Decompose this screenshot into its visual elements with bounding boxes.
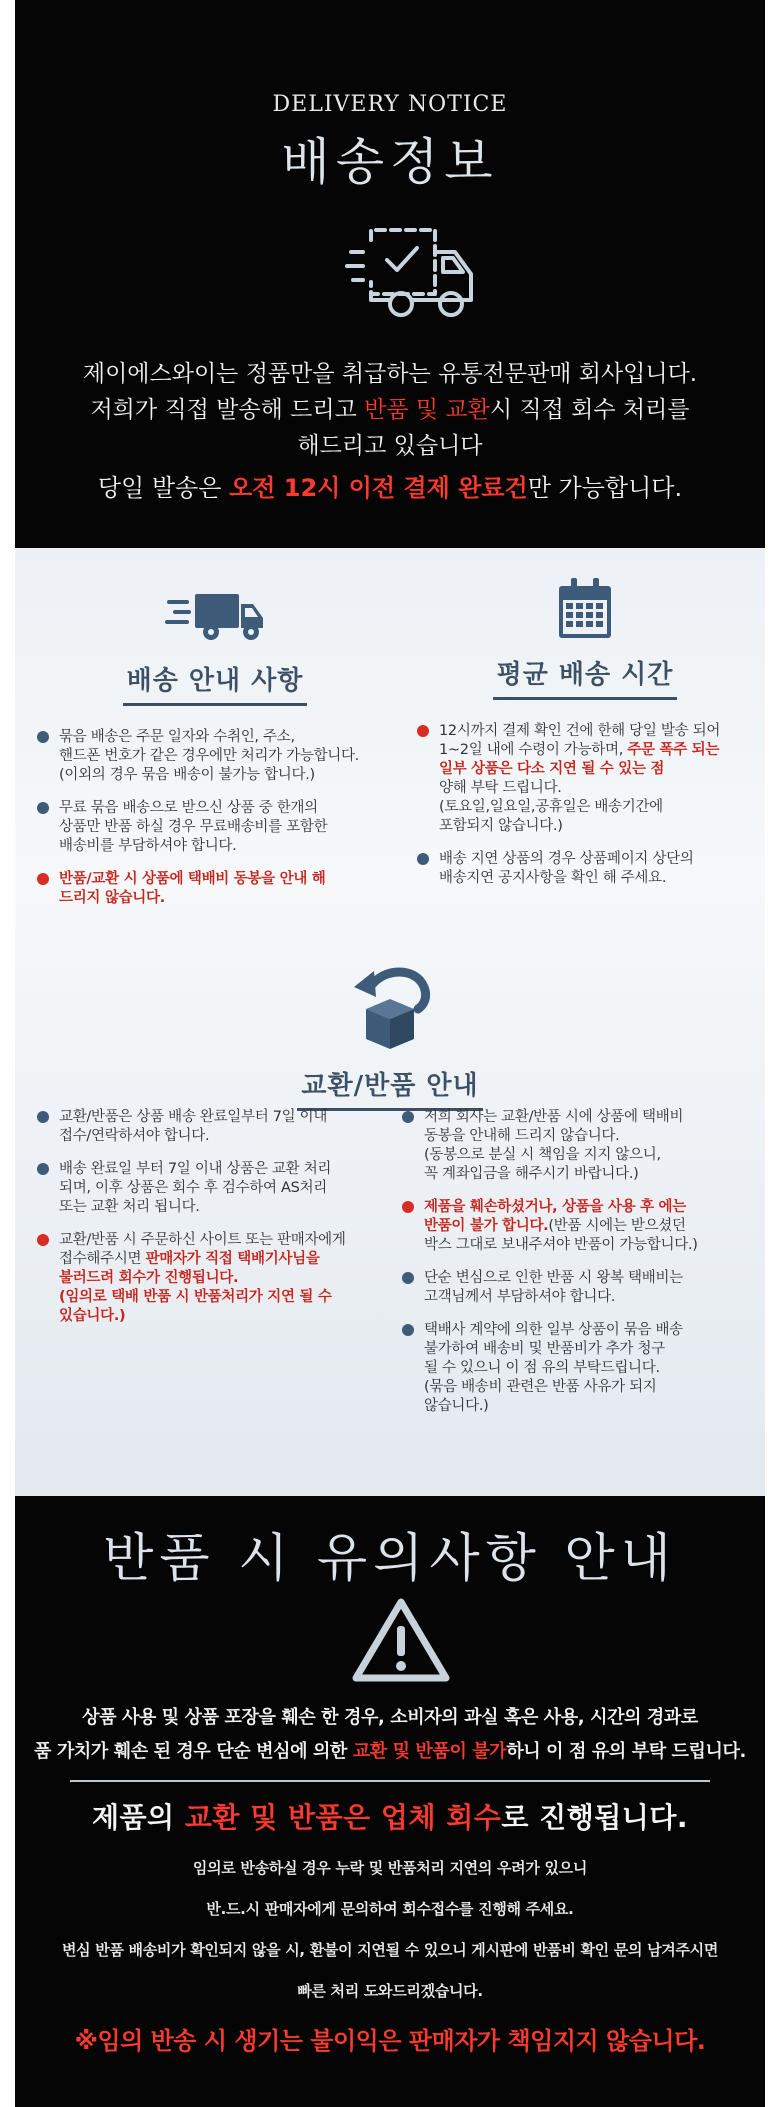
item-text: 저희 회사는 교환/반품 시에 상품에 택배비 (424, 1109, 684, 1125)
item-text: 단순 변심으로 인한 반품 시 왕복 택배비는 (424, 1270, 683, 1286)
item-highlight: 제품을 훼손하셨거나, 상품을 사용 후 에는 (424, 1199, 686, 1215)
shipping-guide-title: 배송 안내 사항 (123, 660, 308, 706)
item-highlight: 주문 폭주 되는 (627, 742, 720, 758)
item-highlight: 판매자가 직접 택배기사님을 (145, 1251, 320, 1267)
item-text: 접수/연락하셔야 합니다. (59, 1128, 210, 1144)
list-item-warning (415, 722, 755, 836)
process-tail: 로 진행됩니다. (501, 1801, 689, 1834)
instruction-line: 변심 반품 배송비가 확인되지 않을 시, 환불이 지연될 수 있으니 게시판에 반품비 확인 문의 남겨주시면 (61, 1941, 719, 1959)
list-item (35, 1160, 385, 1217)
bullet-dot (37, 1111, 49, 1123)
list-item (400, 1321, 750, 1416)
item-text: 배송비를 부담하셔야 합니다. (59, 838, 237, 854)
return-process-text (15, 1796, 765, 1836)
page-title: 배송정보 (281, 133, 499, 191)
bullet-dot (402, 1111, 414, 1123)
item-text: 택배사 계약에 의한 일부 상품이 묶음 배송 (424, 1322, 683, 1338)
instruction-line: 임의로 반송하실 경우 누락 및 반품처리 지연의 우려가 있으니 (192, 1859, 588, 1877)
caution-line-2 (0, 1735, 780, 1769)
item-text: 드리지 않습니다. (59, 890, 165, 906)
bullet-dot (417, 853, 429, 865)
warning-triangle-icon (351, 1596, 451, 1682)
caution-line-2-text: 품 가치가 훼손 된 경우 단순 변심에 의한 (34, 1741, 353, 1762)
eyebrow-text: DELIVERY NOTICE (272, 92, 508, 117)
returns-right-list (400, 1108, 750, 1416)
item-highlight: 일부 상품은 다소 지연 될 수 있는 점 (439, 761, 665, 777)
caution-line-2-tail: 하니 이 점 유의 부탁 드립니다. (506, 1741, 746, 1762)
returns-header (15, 961, 765, 1111)
list-item (415, 850, 755, 888)
item-highlight: 반품이 불가 합니다. (424, 1218, 549, 1234)
average-time-header (415, 578, 755, 700)
item-highlight: 불러드려 회수가 진행됩니다. (59, 1270, 239, 1286)
bullet-dot (402, 1272, 414, 1284)
bullet-dot (402, 1201, 414, 1213)
average-time-column (415, 578, 755, 902)
intro-line-4-text: 당일 발송은 (97, 474, 230, 502)
average-time-title: 평균 배송 시간 (493, 654, 678, 700)
item-text: 1~2일 내에 수령이 가능하며, (439, 742, 628, 758)
returns-title: 교환/반품 안내 (297, 1065, 482, 1111)
caution-title: 반품 시 유의사항 안내 (103, 1529, 677, 1589)
item-text: 묶음 배송은 주문 일자와 수취인, 주소, (59, 729, 295, 745)
item-text: 배송 지연 상품의 경우 상품페이지 상단의 (439, 851, 694, 867)
item-text: 교환/반품은 상품 배송 완료일부터 7일 이내 (59, 1109, 328, 1125)
list-item-warning (35, 1231, 385, 1326)
list-item-warning (400, 1198, 750, 1255)
item-text-mixed (59, 1250, 385, 1269)
list-item (35, 1108, 385, 1146)
item-text: 무료 묶음 배송으로 받으신 상품 중 한개의 (59, 800, 318, 816)
item-text: 배송지연 공지사항을 확인 해 주세요. (439, 870, 667, 886)
divider (70, 1780, 710, 1782)
item-text: (토요일,일요일,공휴일은 배송기간에 (439, 799, 663, 815)
delivery-truck-icon (343, 222, 478, 324)
returns-left-column (35, 1108, 385, 1340)
intro-line-4 (15, 470, 765, 506)
item-text: 않습니다.) (424, 1398, 489, 1414)
item-text: 고객님께서 부담하셔야 합니다. (424, 1289, 616, 1305)
item-text: (이외의 경우 묶음 배송이 불가능 합니다.) (59, 767, 315, 783)
shipping-guide-header (35, 588, 395, 706)
item-text: 동봉을 안내해 드리지 않습니다. (424, 1128, 620, 1144)
bullet-dot (37, 1163, 49, 1175)
item-text: 또는 교환 처리 됩니다. (59, 1199, 200, 1215)
shipping-details-section (15, 548, 765, 1496)
process-highlight: 교환 및 반품은 업체 회수 (184, 1801, 502, 1834)
list-item (400, 1269, 750, 1307)
returns-right-column (400, 1108, 750, 1430)
item-text: 불가하여 배송비 및 반품비가 추가 청구 (424, 1341, 665, 1357)
calendar-icon (557, 578, 613, 640)
item-text: 교환/반품 시 주문하신 사이트 또는 판매자에게 (59, 1232, 346, 1248)
average-time-list (415, 722, 755, 888)
item-highlight: 있습니다.) (59, 1308, 126, 1324)
bullet-dot (37, 1234, 49, 1246)
item-text: 양해 부탁 드립니다. (439, 780, 562, 796)
item-text: 될 수 있으니 이 점 유의 부탁드립니다. (424, 1360, 660, 1376)
item-text: 반품/교환 시 상품에 택배비 동봉을 안내 해 (59, 871, 326, 887)
caution-text (0, 1701, 780, 1769)
bullet-dot (417, 725, 429, 737)
item-text: (반품 시에는 받으셨던 (548, 1218, 686, 1234)
item-text: 되며, 이후 상품은 회수 후 검수하여 AS처리 (59, 1180, 327, 1196)
seller-disclaimer: ※임의 반송 시 생기는 불이익은 판매자가 책임지지 않습니다. (74, 2027, 706, 2055)
item-text: 상품만 반품 하실 경우 무료배송비를 포함한 (59, 819, 328, 835)
list-item (35, 728, 395, 785)
intro-line-4-highlight: 오전 12시 이전 결제 완료건 (229, 474, 528, 502)
delivery-info-header (15, 0, 765, 548)
intro-line-1: 제이에스와이는 정품만을 취급하는 유통전문판매 회사입니다. (82, 361, 698, 387)
item-highlight: (임의로 택배 반품 시 반품처리가 지연 될 수 (59, 1289, 332, 1305)
intro-line-2 (15, 392, 765, 428)
item-text: (동봉으로 분실 시 책임을 지지 않으니, (424, 1147, 661, 1163)
return-instructions (15, 1848, 765, 2012)
list-item (400, 1108, 750, 1184)
item-text: 박스 그대로 보내주셔야 반품이 가능합니다.) (424, 1237, 698, 1253)
shipping-guide-list (35, 728, 395, 908)
bullet-dot (402, 1324, 414, 1336)
return-box-icon (340, 961, 440, 1051)
instruction-line: 빠른 처리 도와드리겠습니다. (297, 1982, 483, 2000)
return-caution-section (15, 1496, 765, 2107)
bullet-dot (37, 731, 49, 743)
instruction-line: 반.드.시 판매자에게 문의하여 회수접수를 진행해 주세요. (206, 1900, 574, 1918)
returns-left-list (35, 1108, 385, 1326)
caution-line-1: 상품 사용 및 상품 포장을 훼손 한 경우, 소비자의 과실 혹은 사용, 시간의 경과로 (82, 1707, 698, 1728)
item-text-mixed (439, 741, 755, 760)
intro-line-2-tail: 시 직접 회수 처리를 (489, 397, 690, 423)
delivery-intro-text (15, 356, 765, 506)
shipping-guide-column (35, 588, 395, 922)
item-text: 포함되지 않습니다.) (439, 818, 563, 834)
item-text: 접수해주시면 (59, 1251, 146, 1267)
item-text: (묶음 배송비 관련은 반품 사유가 되지 (424, 1379, 657, 1395)
item-text: 꼭 계좌입금을 해주시기 바랍니다.) (424, 1166, 639, 1182)
intro-line-3: 해드리고 있습니다 (297, 433, 483, 459)
list-item (35, 799, 395, 856)
bullet-dot (37, 873, 49, 885)
item-text: 12시까지 결제 확인 건에 한해 당일 발송 되어 (439, 723, 721, 739)
item-text: 배송 완료일 부터 7일 이내 상품은 교환 처리 (59, 1161, 332, 1177)
bullet-dot (37, 802, 49, 814)
list-item-warning (35, 870, 395, 908)
process-text: 제품의 (91, 1801, 185, 1834)
intro-line-4-tail: 만 가능합니다. (527, 474, 683, 502)
intro-line-2-text: 저희가 직접 발송해 드리고 (90, 397, 365, 423)
intro-line-2-highlight: 반품 및 교환 (364, 397, 490, 423)
item-text-mixed (424, 1217, 750, 1236)
caution-line-2-highlight: 교환 및 반품이 불가 (352, 1741, 507, 1762)
item-text: 핸드폰 번호가 같은 경우에만 처리가 가능합니다. (59, 748, 359, 764)
fast-truck-icon (165, 588, 265, 646)
